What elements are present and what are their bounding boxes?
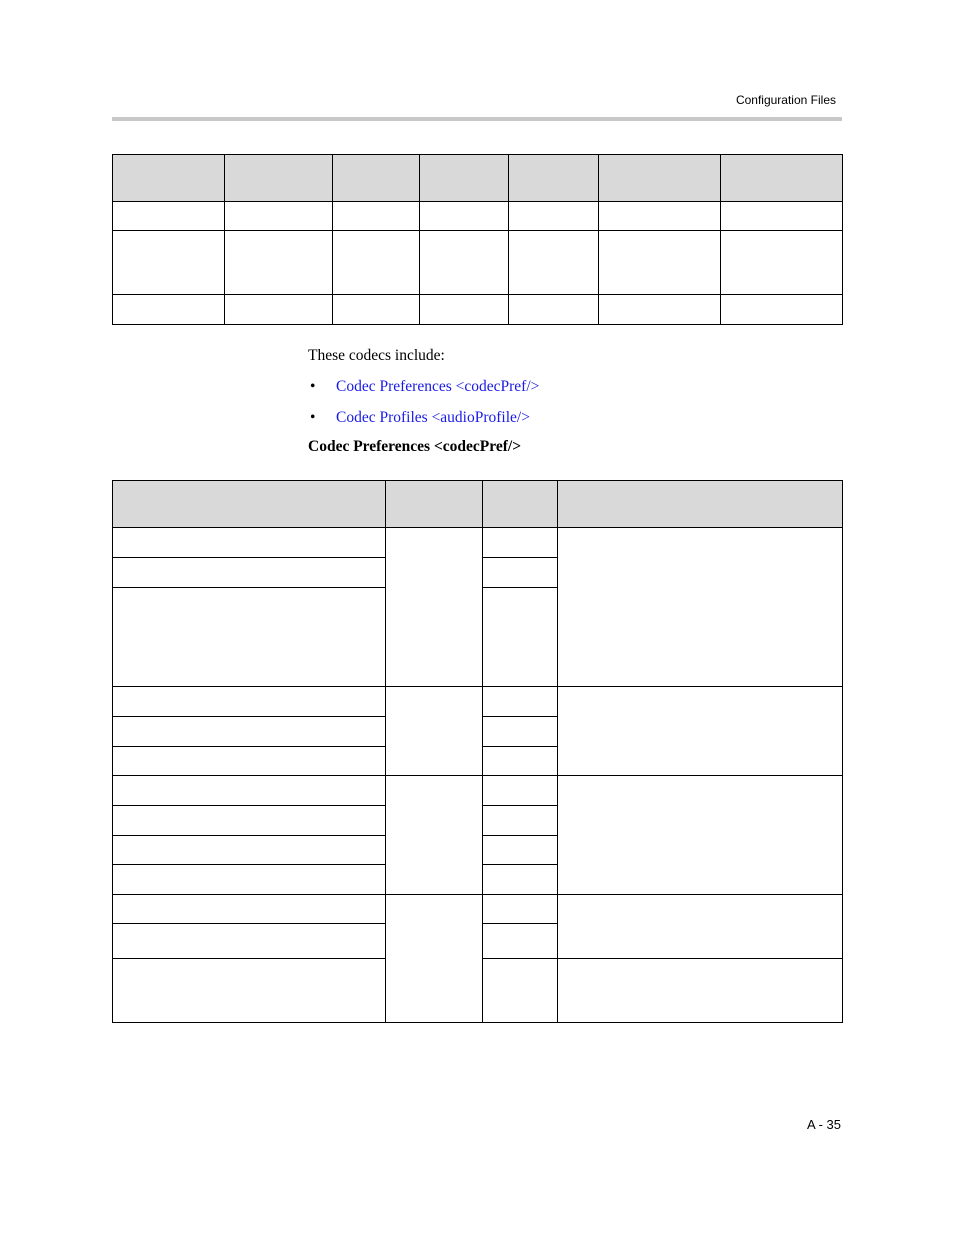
running-header: Configuration Files [735,93,836,107]
table-row [113,895,843,924]
parameter-table-continued [112,154,843,325]
bullet-glyph: • [310,378,316,395]
table-header-row [113,155,843,202]
table-header-row [113,481,843,528]
table-row [113,202,843,231]
page-number: A - 35 [807,1117,841,1132]
codec-preferences-table [112,480,843,1023]
table-header-cell [333,155,420,202]
link-codec-preferences[interactable]: Codec Preferences <codecPref/> [336,378,540,395]
table-header-cell [420,155,509,202]
table-header-cell [113,481,386,528]
table-row [113,295,843,325]
bullet-glyph: • [310,409,316,426]
table-row [113,231,843,295]
header-rule [112,117,842,121]
link-codec-profiles[interactable]: Codec Profiles <audioProfile/> [336,409,530,426]
intro-text: These codecs include: [308,347,445,364]
table-header-cell [386,481,483,528]
table-header-cell [225,155,333,202]
table-header-cell [113,155,225,202]
table-row [113,528,843,558]
table-header-cell [721,155,843,202]
table-header-cell [558,481,843,528]
table-header-cell [599,155,721,202]
section-heading: Codec Preferences <codecPref/> [308,438,522,455]
table-row [113,687,843,717]
table-header-cell [509,155,599,202]
table-header-cell [483,481,558,528]
table-row [113,776,843,806]
